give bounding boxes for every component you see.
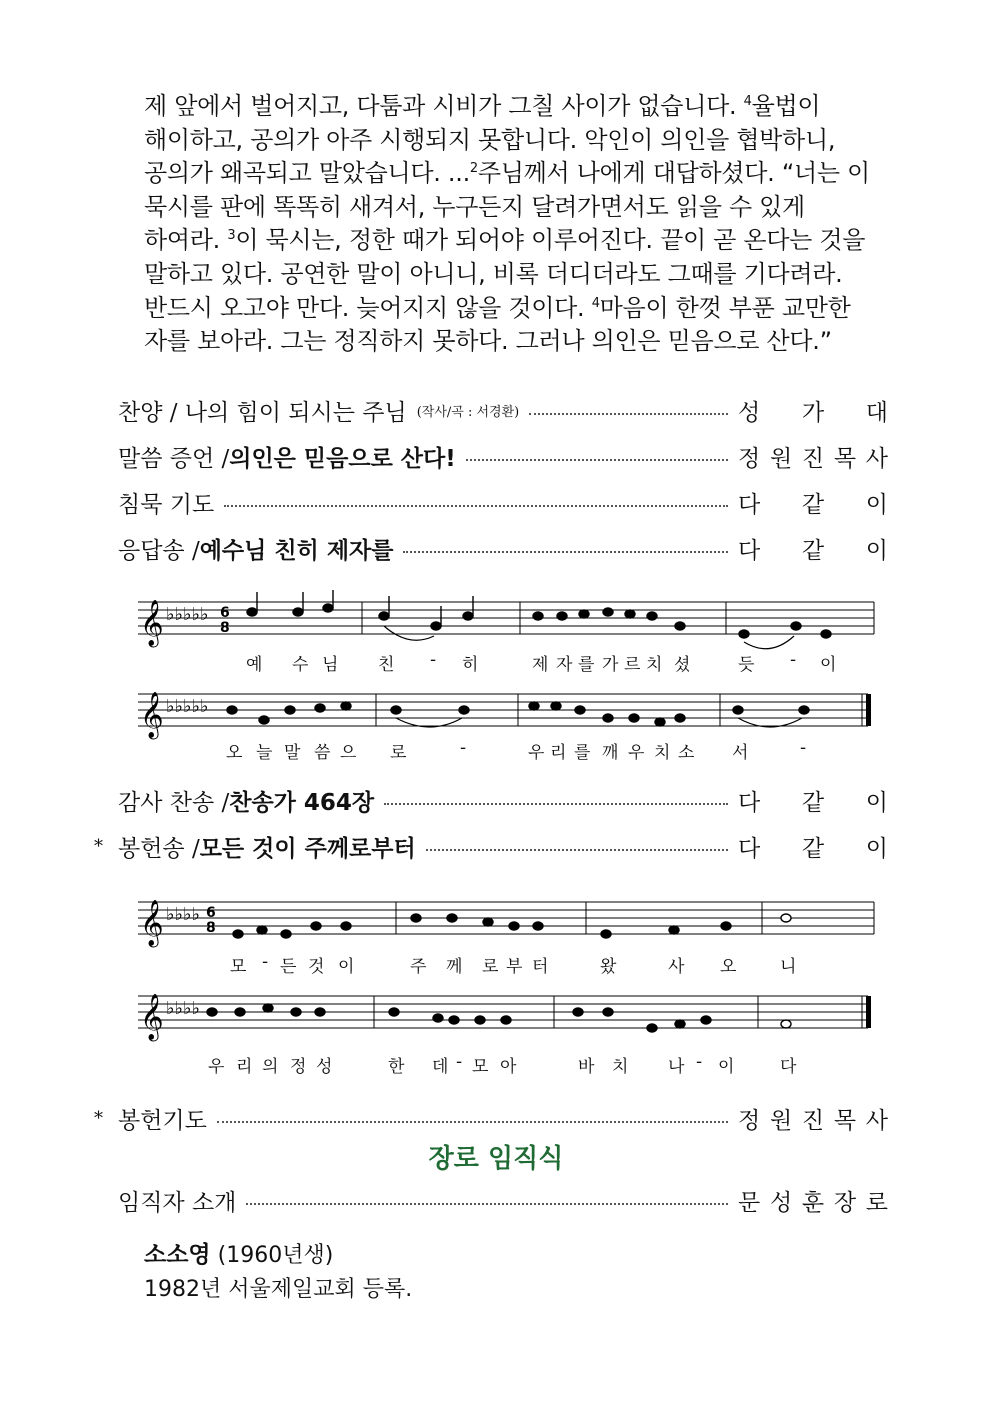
leader: 정 원 진 목 사 <box>738 1107 888 1134</box>
scripture-line: 하여라. $^3$이 묵시는, 정한 때가 되어야 이루어진다. 끝이 곧 온다는 것을 <box>144 226 866 255</box>
order-item-offering-song: * 봉헌송 / 모든 것이 주께로부터 다 같 이 <box>118 828 888 864</box>
leader: 문 성 훈 장 로 <box>738 1189 888 1216</box>
candidate-bio <box>144 1238 412 1307</box>
time-signature: 6 <box>206 905 216 921</box>
score-staff-graphic <box>134 884 879 1077</box>
scripture-line: 해이하고, 공의가 아주 시행되지 못합니다. 악인이 의인을 협박하니, <box>144 125 836 154</box>
svg-text:𝄞: 𝄞 <box>140 692 164 738</box>
svg-text:8: 8 <box>220 620 230 636</box>
leader: 다 같 이 <box>738 789 888 816</box>
scripture-line: 반드시 오고야 만다. 늦어지지 않을 것이다. $^4$마음이 한껏 부푼 교만한 <box>144 293 851 322</box>
scripture-passage <box>144 90 870 359</box>
svg-text:♭♭♭♭♭: ♭♭♭♭♭ <box>166 604 209 625</box>
scripture-line: 자를 보아라. 그는 정직하지 못하다. 그러나 의인은 믿음으로 산다.” <box>144 327 832 356</box>
svg-text:8: 8 <box>206 920 216 936</box>
music-score-response <box>134 586 879 766</box>
lyrics-line: 우 리 의 정 성 한 데 - 모 아 바 치 나 - 이 다 <box>208 1052 798 1077</box>
leader-dots <box>224 505 728 507</box>
svg-text:𝄞: 𝄞 <box>140 900 164 946</box>
leader-dots <box>384 803 728 805</box>
standing-mark: * <box>94 1107 103 1129</box>
order-item-thanks: 감사 찬송 / 찬송가 464장 다 같 이 <box>118 782 888 818</box>
music-score-offering <box>134 884 879 1077</box>
leader-dots <box>403 551 728 553</box>
time-signature: 6 <box>220 605 230 621</box>
svg-text:𝄞: 𝄞 <box>140 994 164 1040</box>
svg-text:♭♭♭♭: ♭♭♭♭ <box>166 998 200 1019</box>
svg-text:𝄞: 𝄞 <box>140 600 164 646</box>
leader: 성 가 대 <box>738 399 888 426</box>
scripture-line: 제 앞에서 벌어지고, 다툼과 시비가 그칠 사이가 없습니다. $^4$율법이 <box>144 92 821 120</box>
order-item-sermon: 말씀 증언 / 의인은 믿음으로 산다! 정 원 진 목 사 <box>118 438 888 474</box>
scripture-line: 묵시를 판에 똑똑히 새겨서, 누구든지 달려가면서도 읽을 수 있게 <box>144 192 805 221</box>
leader-dots <box>246 1203 728 1205</box>
order-item-prayer: 침묵 기도 다 같 이 <box>118 484 888 520</box>
leader: 정 원 진 목 사 <box>738 445 888 472</box>
candidate-history: 1982년 서울제일교회 등록. <box>144 1277 413 1302</box>
standing-mark: * <box>94 835 103 857</box>
candidate-born: (1960년생) <box>217 1243 334 1268</box>
leader: 다 같 이 <box>738 491 888 518</box>
lyrics-line: 오 늘 말 씀 으 로 - 우 리 를 깨 우 치 소 서 - <box>226 738 808 763</box>
order-item-hymn: 찬양 / 나의 힘이 되시는 주님 (작사/곡 : 서경환) 성 가 대 <box>118 392 888 428</box>
order-item-response: 응답송 / 예수님 친히 제자를 다 같 이 <box>118 530 888 566</box>
leader-dots <box>426 849 728 851</box>
section-heading: 장로 임직식 <box>428 1144 564 1174</box>
svg-text:♭♭♭♭: ♭♭♭♭ <box>166 904 200 925</box>
leader: 다 같 이 <box>738 537 888 564</box>
order-item-offering-prayer: * 봉헌기도 정 원 진 목 사 <box>118 1100 888 1136</box>
leader-dots <box>529 413 728 415</box>
order-item-introduce: 임직자 소개 문 성 훈 장 로 <box>118 1182 888 1218</box>
scripture-line: 말하고 있다. 공연한 말이 아니니, 비록 더디더라도 그때를 기다려라. <box>144 259 843 288</box>
lyrics-line: 예 수 님 친 - 히 제 자 를 가 르 치 셨 듯 - 이 <box>246 650 838 675</box>
scripture-line: 공의가 왜곡되고 말았습니다. ...$^2$주님께서 나에게 대답하셨다. “너는 이 <box>144 159 870 188</box>
leader-dots <box>217 1121 728 1123</box>
lyrics-line: 모 - 든 것 이 주 께 로 부 터 왔 사 오 니 <box>230 952 798 977</box>
leader-dots <box>466 459 728 461</box>
leader: 다 같 이 <box>738 835 888 862</box>
candidate-name: 소소영 <box>144 1242 211 1268</box>
svg-text:♭♭♭♭♭: ♭♭♭♭♭ <box>166 696 209 717</box>
